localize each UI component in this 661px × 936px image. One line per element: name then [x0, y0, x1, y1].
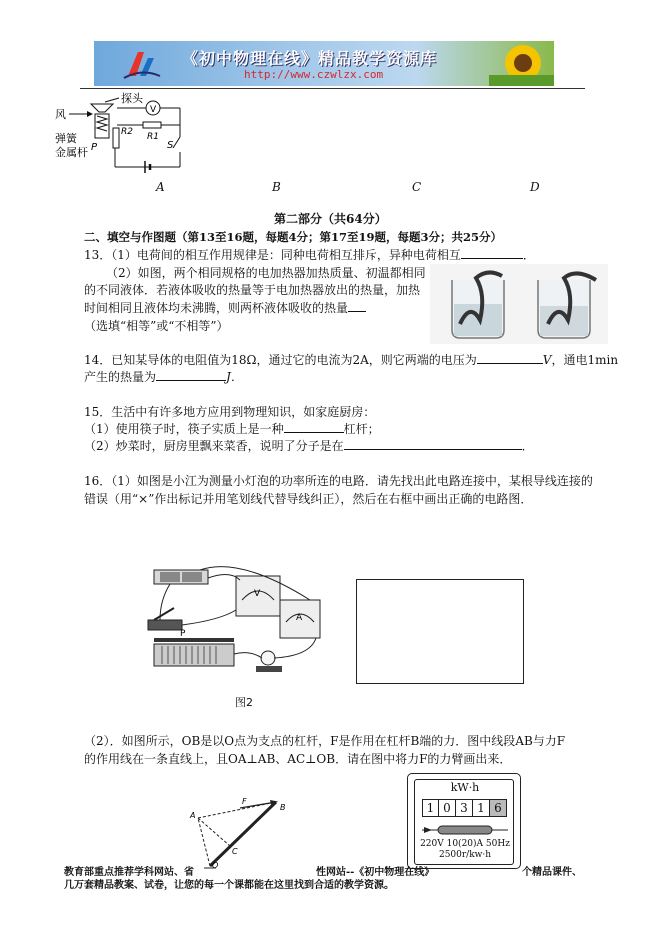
label-v: V [150, 105, 157, 115]
q16-line2: 错误（用“×”作出标记并用笔划线代替导线纠正），然后在右框中画出正确的电路图． [84, 492, 533, 506]
header-banner [94, 41, 554, 86]
option-b[interactable]: B [272, 180, 281, 194]
q14-blank2[interactable] [156, 369, 226, 381]
section-title: 二、填空与作图题（第13至16题，每题4分；第17至19题，每题3分；共25分） [84, 230, 503, 244]
meter-digit-decimal: 6 [490, 799, 507, 817]
label-wind: 风 [55, 108, 66, 121]
q13-text1: 13．（1）电荷间的相互作用规律是：同种电荷相互排斥，异种电荷相互 [84, 248, 461, 262]
header-rule [80, 88, 585, 89]
q13-blank1[interactable] [461, 247, 523, 259]
footer-line1-right: 个精品课件、 [522, 867, 582, 878]
meter-dial-icon [420, 824, 510, 836]
q15-blank1[interactable] [284, 421, 344, 433]
q15-blank2[interactable] [344, 438, 522, 450]
beakers-image [430, 264, 608, 344]
physical-circuit-image [140, 560, 330, 690]
option-a[interactable]: A [156, 180, 165, 194]
banner-url: http://www.czwlzx.com [244, 68, 384, 81]
option-d[interactable]: D [530, 180, 540, 194]
label-probe: 探头 [121, 92, 143, 105]
q16-part2-line2: 的作用线在一条直线上，且OA⊥AB、AC⊥OB．请在图中将力F的力臂画出来． [84, 752, 512, 766]
q13-p2-line1: （2）如图，两个相同规格的电加热器加热质量、初温都相同 [106, 266, 426, 280]
footer-line2: 几万套精品教案、试卷，让您的每一个课都能在这里找到合适的教学资源。 [64, 880, 394, 891]
q15-item1: （1）使用筷子时，筷子实质上是一种 杠杆； [84, 422, 380, 436]
meter-rating: 220V 10(20)A 50Hz [420, 839, 510, 849]
meter-digit: 1 [422, 799, 439, 817]
label-r1: R1 [147, 132, 159, 142]
q13-line1: 13．（1）电荷间的相互作用规律是：同种电荷相互排斥，异种电荷相互 ． [84, 248, 535, 262]
footer-line1-left: 教育部重点推荐学科网站、省 [64, 867, 194, 878]
lever-label-f: F [242, 797, 247, 806]
q15-item2: （2）炒菜时，厨房里飘来菜香，说明了分子是在 ． [84, 439, 534, 453]
meter-digits [422, 799, 507, 817]
fig-label-p: P [180, 629, 186, 639]
q16-line1: 16．（1）如图是小江为测量小灯泡的功率所连的电路．请先找出此电路连接中，某根导线连接的 [84, 474, 593, 488]
meter-unit: kW·h [450, 781, 480, 794]
q13-blank2[interactable] [348, 300, 366, 312]
part2-title: 第二部分（共64分） [274, 212, 387, 226]
label-rod: 金属杆 [55, 146, 88, 159]
lever-diagram [180, 788, 300, 870]
fig-label-v: V [254, 589, 261, 599]
lever-label-a: A [190, 811, 196, 820]
q13-p2-line3: 时间相同且液体均未沸腾，则两杯液体吸收的热量 [84, 300, 366, 316]
lever-label-b: B [280, 803, 286, 812]
q13-p2-line2: 的不同液体．若液体吸收的热量等于电加热器放出的热量，加热 [84, 283, 421, 297]
q16-part2-line1: （2）．如图所示，OB是以O点为支点的杠杆，F是作用在杠杆B端的力．图中线段AB与力F [84, 734, 566, 748]
lever-label-o: O [212, 861, 219, 870]
label-spring: 弹簧 [55, 132, 77, 145]
lever-label-c: C [232, 847, 238, 856]
fig-label-a: A [296, 613, 303, 623]
meter-constant: 2500r/kw·h [438, 850, 492, 860]
logo-icon [122, 46, 162, 82]
label-p: P [91, 142, 98, 153]
q14-blank1[interactable] [477, 352, 543, 364]
sunflower-icon [489, 41, 554, 86]
q15-intro: 15．生活中有许多地方应用到物理知识，如家庭厨房： [84, 405, 376, 419]
footer-line1-mid: 性网站--《初中物理在线》 [316, 867, 435, 878]
label-s: S [167, 140, 174, 151]
option-c[interactable]: C [412, 180, 422, 194]
q14-line1: 14．已知某导体的电阻值为18Ω，通过它的电流为2A，则它两端的电压为 V，通电1min [84, 353, 619, 367]
meter-digit: 1 [473, 799, 490, 817]
circuit-answer-box[interactable] [356, 579, 524, 684]
wind-circuit-diagram [55, 92, 195, 177]
label-r2: R2 [121, 127, 133, 137]
fig2-caption: 图2 [235, 696, 253, 709]
meter-digit: 0 [439, 799, 456, 817]
energy-meter [407, 773, 521, 869]
q13-p2-line4: （选填“相等”或“不相等”） [84, 319, 229, 333]
q14-line2: 产生的热量为 J． [84, 370, 243, 384]
meter-digit: 3 [456, 799, 473, 817]
banner-title: 《初中物理在线》精品教学资源库 [182, 49, 438, 68]
